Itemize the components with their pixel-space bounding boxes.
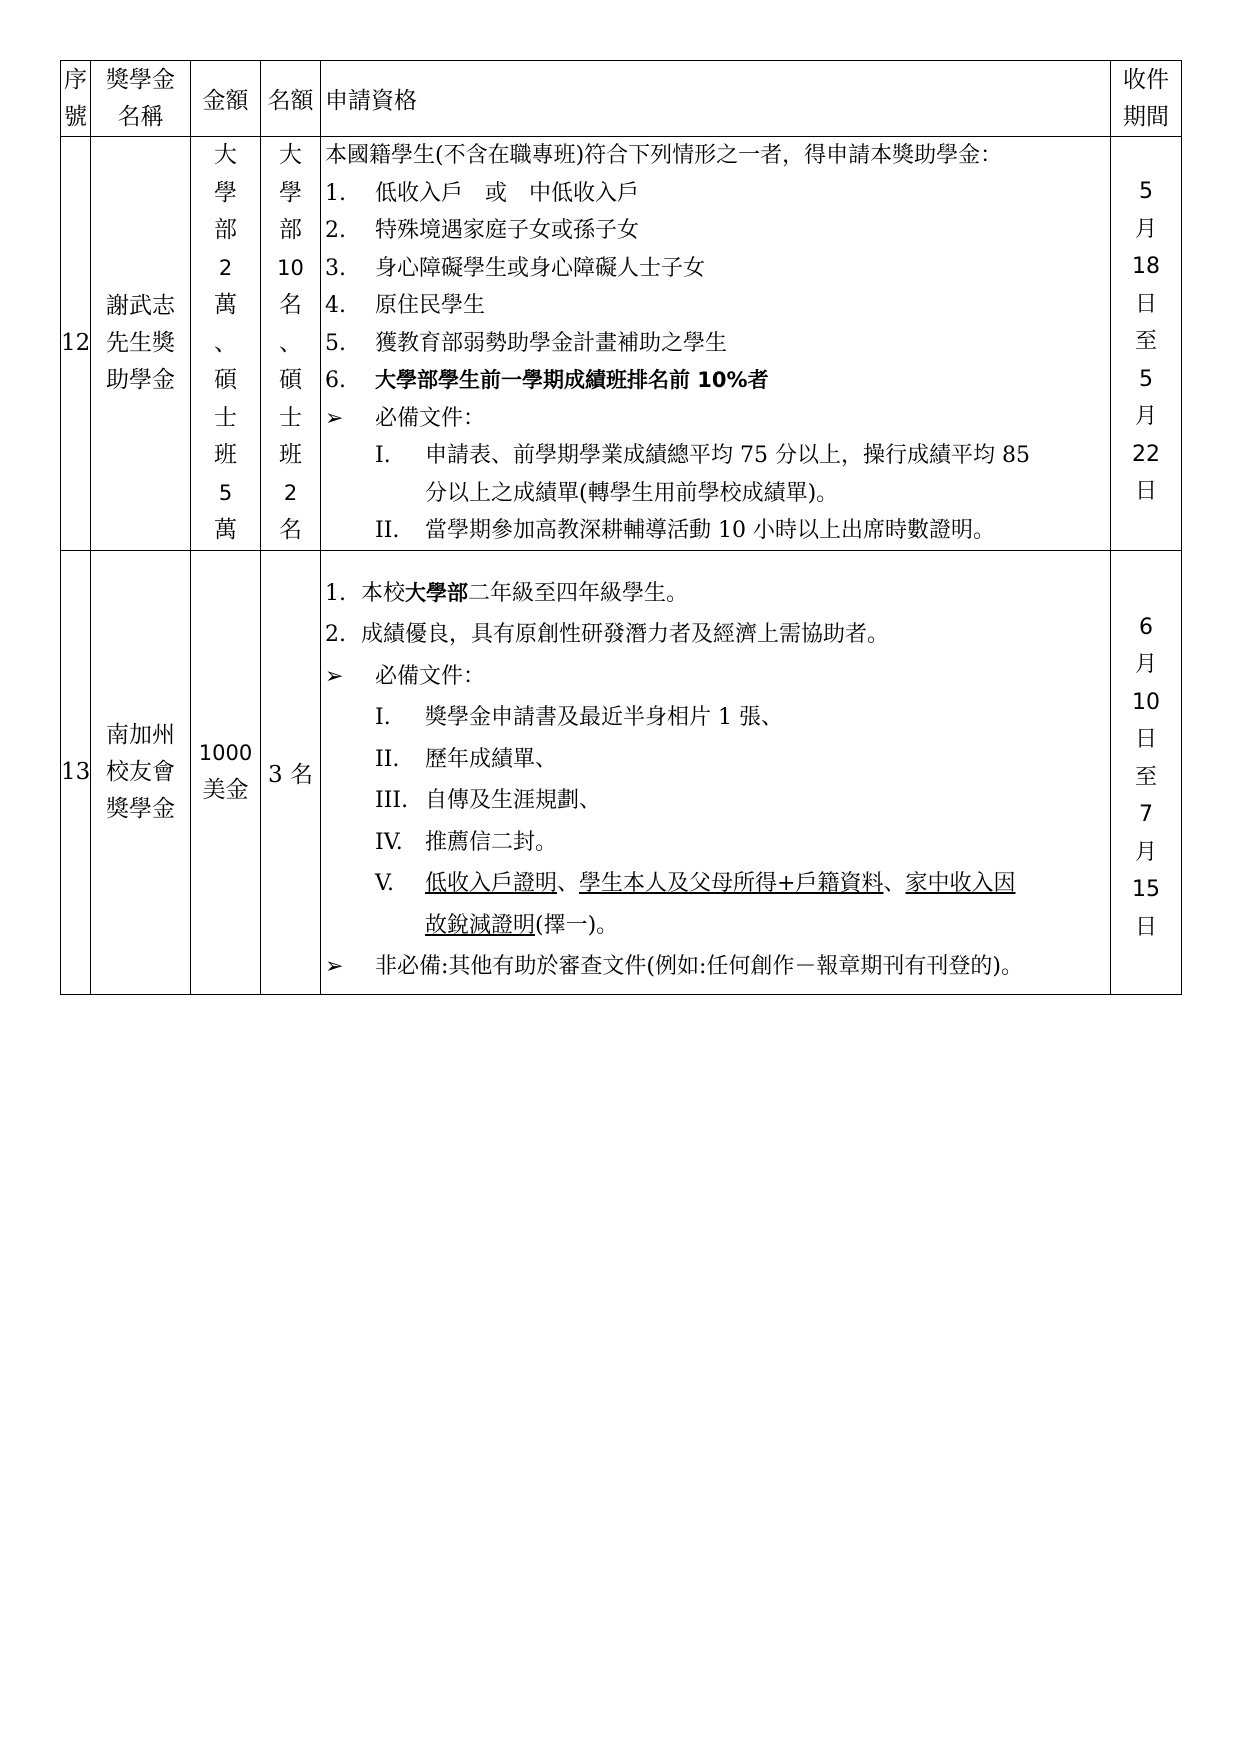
row-no: 12 xyxy=(61,137,91,551)
header-requirements: 申請資格 xyxy=(321,61,1111,137)
amount-cell: 大 學 部 2 萬 、 碩 士 班 5 萬 xyxy=(191,137,261,551)
scholarship-name: 南加州 校友會 獎學金 xyxy=(91,550,191,994)
required-docs-label: ➢ 必備文件： xyxy=(325,400,1106,438)
list-item: 4. 原住民學生 xyxy=(325,293,486,318)
requirements-cell xyxy=(321,137,1111,551)
doc-item-continued: 故銳減證明(擇一)。 xyxy=(425,912,619,938)
period-cell: 6 月 10 日 至 7 月 15 日 xyxy=(1111,550,1182,994)
list-item: 2. 成績優良，具有原創性研發潛力者及經濟上需協助者。 xyxy=(325,622,890,647)
header-row xyxy=(61,61,1182,137)
quota-cell: 大 學 部 10 名 、 碩 士 班 2 名 xyxy=(261,137,321,551)
doc-item: I. 獎學金申請書及最近半身相片 1 張、 xyxy=(375,705,783,730)
scholarship-name: 謝武志 先生獎 助學金 xyxy=(91,137,191,551)
optional-docs: ➢ 非必備:其他有助於審查文件(例如:任何創作－報章期刊有刊登的)。 xyxy=(325,946,1106,988)
doc-item: I. 申請表、前學期學業成績總平均 75 分以上，操行成績平均 85 xyxy=(375,443,1030,468)
scholarship-table xyxy=(60,60,1182,995)
header-period: 收件 期間 xyxy=(1111,61,1182,137)
doc-item: V. 低收入戶證明、學生本人及父母所得+戶籍資料、家中收入因 xyxy=(375,871,1016,896)
doc-item: III. 自傳及生涯規劃、 xyxy=(375,788,602,813)
row-no: 13 xyxy=(61,550,91,994)
header-name: 獎學金 名稱 xyxy=(91,61,191,137)
arrow-bullet-icon: ➢ xyxy=(325,954,344,979)
period-cell: 5 月 18 日 至 5 月 22 日 xyxy=(1111,137,1182,551)
required-docs-label: ➢ 必備文件： xyxy=(325,656,1106,698)
list-item: 6. 大學部學生前一學期成績班排名前 10%者 xyxy=(325,368,769,393)
list-item: 2. 特殊境遇家庭子女或孫子女 xyxy=(325,218,640,243)
requirements-cell xyxy=(321,550,1111,994)
list-item: 1. 低收入戶 或 中低收入戶 xyxy=(325,180,640,206)
arrow-bullet-icon: ➢ xyxy=(325,405,344,431)
doc-item-continued: 分以上之成績單(轉學生用前學校成績單)。 xyxy=(425,480,839,506)
table-row xyxy=(61,550,1182,994)
doc-item: II. 歷年成績單、 xyxy=(375,746,558,772)
doc-item: II. 當學期參加高教深耕輔導活動 10 小時以上出席時數證明。 xyxy=(375,518,995,543)
list-item: 3. 身心障礙學生或身心障礙人士子女 xyxy=(325,255,706,281)
amount-cell: 1000 美金 xyxy=(191,550,261,994)
list-item: 5. 獲教育部弱勢助學金計畫補助之學生 xyxy=(325,330,728,356)
requirements-intro: 本國籍學生(不含在職專班)符合下列情形之一者，得申請本獎助學金： xyxy=(325,143,1003,168)
table-row xyxy=(61,137,1182,551)
header-amount: 金額 xyxy=(191,61,261,137)
header-no: 序 號 xyxy=(61,61,91,137)
doc-item: IV. 推薦信二封。 xyxy=(375,829,558,855)
quota-cell: 3 名 xyxy=(261,550,321,994)
list-item: 1. 本校大學部二年級至四年級學生。 xyxy=(325,580,689,606)
arrow-bullet-icon: ➢ xyxy=(325,663,344,689)
header-quota: 名額 xyxy=(261,61,321,137)
